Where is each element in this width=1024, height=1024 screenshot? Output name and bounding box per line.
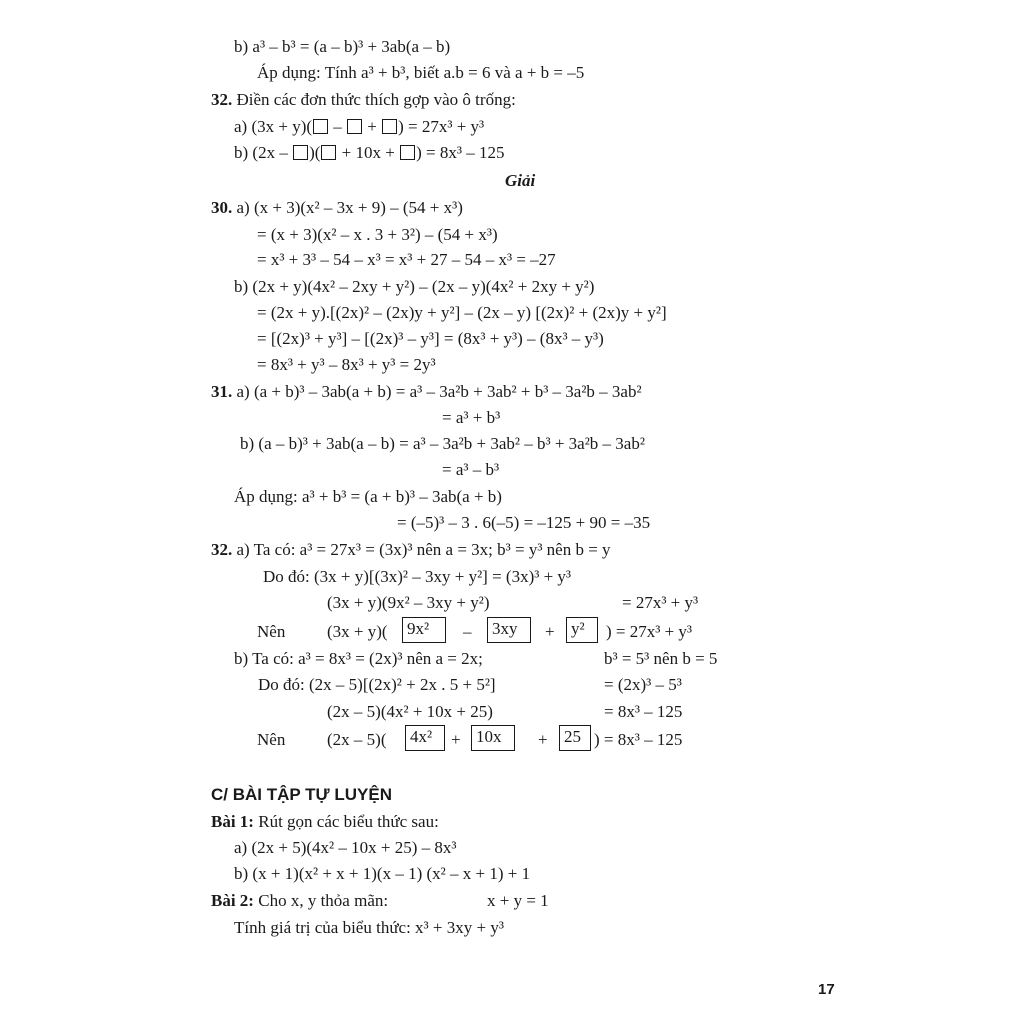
solution-line [211, 381, 642, 403]
expr-part: + [538, 730, 548, 749]
expr-part: b) (2x – [234, 143, 288, 162]
expr-part: Do đó: (2x – 5)[(2x)² + 2x . 5 + 5²] [258, 675, 496, 694]
solution-line: = (2x + y).[(2x)² – (2x)y + y²] – (2x – y) [(2x)² + (2x)y + y²] [257, 303, 667, 322]
empty-box-icon [293, 145, 308, 160]
solution-line: = (–5)³ – 3 . 6(–5) = –125 + 90 = –35 [397, 513, 651, 532]
exercise-number: 32. [211, 540, 233, 559]
answer-box: y² [566, 617, 598, 643]
expr-part: ) = 27x³ + y³ [398, 117, 485, 136]
expr-part: + [451, 730, 461, 749]
expr-part: ) = 8x³ – 125 [594, 730, 683, 749]
expr-part: )( [309, 143, 321, 162]
solution-line: Do đó: (3x + y)[(3x)² – 3xy + y²] = (3x)³ + y³ [263, 567, 572, 586]
expr-part: + [545, 622, 555, 641]
exercise-text: Cho x, y thỏa mãn: [258, 891, 389, 910]
expr-part: = 27x³ + y³ [622, 593, 699, 612]
text-line: Áp dụng: Tính a³ + b³, biết a.b = 6 và a + b = –5 [257, 63, 585, 82]
expr-part: a) (x + 3)(x² – 3x + 9) – (54 + x³) [236, 198, 463, 217]
expr-part: (2x – 5)(4x² + 10x + 25) [327, 702, 493, 721]
exercise-number: Bài 2: [211, 891, 254, 910]
empty-box-icon [347, 119, 362, 134]
page-number: 17 [818, 981, 835, 998]
solution-line: Áp dụng: a³ + b³ = (a + b)³ – 3ab(a + b) [234, 487, 502, 506]
solution-line: = [(2x)³ + y³] – [(2x)³ – y³] = (8x³ + y³) – (8x³ – y³) [257, 329, 604, 348]
expr-part: a) Ta có: a³ = 27x³ = (3x)³ nên a = 3x; b³ = y³ nên b = y [236, 540, 611, 559]
empty-box-icon [321, 145, 336, 160]
solution-line: b) (a – b)³ + 3ab(a – b) = a³ – 3a²b + 3ab² – b³ + 3a²b – 3ab² [240, 434, 645, 453]
solution-line [211, 539, 611, 561]
expr-part: (2x – 5)( [327, 730, 387, 749]
exercise-text: x + y = 1 [487, 891, 549, 910]
section-heading: C/ BÀI TẬP TỰ LUYỆN [211, 785, 392, 804]
exercise-text: Rút gọn các biểu thức sau: [258, 812, 439, 831]
expr-part: + 10x + [341, 143, 395, 162]
answer-box: 10x [471, 725, 515, 751]
answer-box: 3xy [487, 617, 531, 643]
empty-box-icon [382, 119, 397, 134]
expr-part: (3x + y)(9x² – 3xy + y²) [327, 593, 490, 612]
expr-part: = 8x³ – 125 [604, 702, 683, 721]
expr-part: Nên [257, 730, 286, 749]
expr-part: ) = 27x³ + y³ [606, 622, 693, 641]
exercise-line: Tính giá trị của biểu thức: x³ + 3xy + y³ [234, 918, 504, 937]
fill-in-line-a: a) (3x + y)( – + ) = 27x³ + y³ [234, 117, 485, 136]
solution-heading: Giải [505, 171, 536, 190]
solution-line: = 8x³ + y³ – 8x³ + y³ = 2y³ [257, 355, 436, 374]
empty-box-icon [313, 119, 328, 134]
expr-part: = (2x)³ – 5³ [604, 675, 682, 694]
expr-part: – [463, 622, 472, 641]
exercise-line: a) (2x + 5)(4x² – 10x + 25) – 8x³ [234, 838, 457, 857]
empty-box-icon [400, 145, 415, 160]
fill-in-line-b [234, 142, 504, 164]
solution-line: = (x + 3)(x² – x . 3 + 3²) – (54 + x³) [257, 225, 498, 244]
exercise-line [211, 811, 439, 833]
exercise-text: Điền các đơn thức thích gợp vào ô trống: [236, 90, 516, 109]
solution-line [211, 197, 463, 219]
answer-box: 9x² [402, 617, 446, 643]
expr-part: (3x + y)( [327, 622, 388, 641]
answer-box: 4x² [405, 725, 445, 751]
expr-part: b) Ta có: a³ = 8x³ = (2x)³ nên a = 2x; [234, 649, 483, 668]
expr-part: b³ = 5³ nên b = 5 [604, 649, 718, 668]
text-line: b) a³ – b³ = (a – b)³ + 3ab(a – b) [234, 37, 451, 56]
exercise-number: 30. [211, 198, 233, 217]
exercise-line [211, 890, 388, 912]
exercise-heading [211, 89, 516, 111]
exercise-number: 32. [211, 90, 233, 109]
solution-line: = a³ + b³ [442, 408, 501, 427]
exercise-number: Bài 1: [211, 812, 254, 831]
solution-line: b) (2x + y)(4x² – 2xy + y²) – (2x – y)(4x² + 2xy + y²) [234, 277, 595, 296]
expr-part: a) (a + b)³ – 3ab(a + b) = a³ – 3a²b + 3ab² + b³ – 3a²b – 3ab² [236, 382, 642, 401]
expr-part: ) = 8x³ – 125 [416, 143, 505, 162]
expr-part: a) (3x + y)( [234, 117, 313, 136]
solution-line: = a³ – b³ [442, 460, 500, 479]
expr-part: Nên [257, 622, 286, 641]
solution-line: = x³ + 3³ – 54 – x³ = x³ + 27 – 54 – x³ = –27 [257, 250, 556, 269]
exercise-number: 31. [211, 382, 233, 401]
exercise-line: b) (x + 1)(x² + x + 1)(x – 1) (x² – x + 1) + 1 [234, 864, 531, 883]
answer-box: 25 [559, 725, 591, 751]
